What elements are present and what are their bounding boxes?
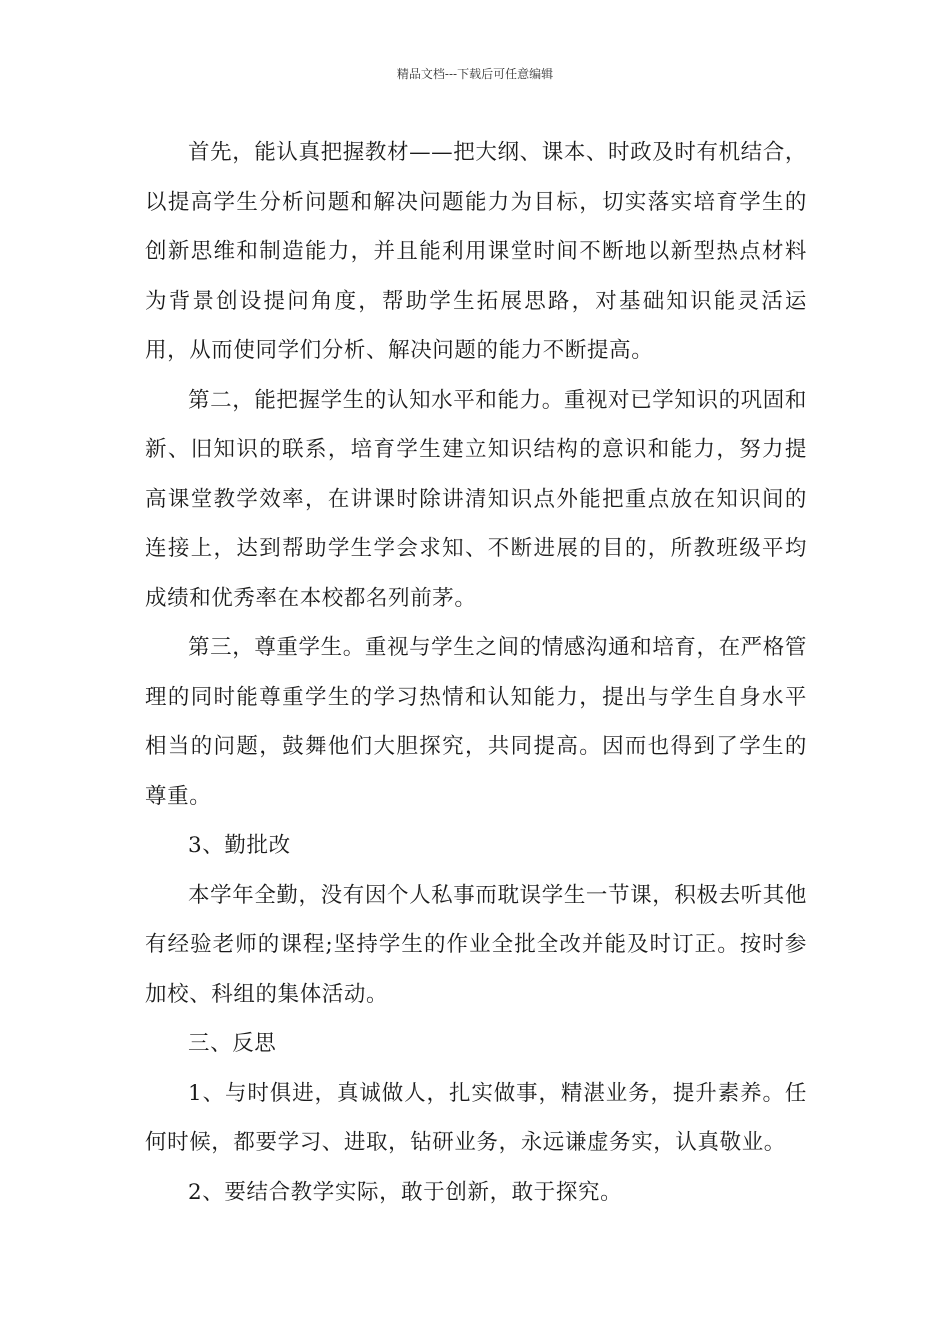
paragraph-reflection-1: 1、与时俱进，真诚做人，扎实做事，精湛业务，提升素养。任何时候，都要学习、进取，钻研业务，永远谦虚务实，认真敬业。 [145,1080,807,1155]
document-body [145,128,807,1217]
section-heading-reflection: 三、反思 [188,1031,277,1056]
page-header: 精品文档---下载后可任意编辑 [396,67,554,81]
paragraph-reflection-2: 2、要结合教学实际，敢于创新，敢于探究。 [188,1179,623,1205]
paragraph-third: 第三，尊重学生。重视与学生之间的情感沟通和培育，在严格管理的同时能尊重学生的学习热情和认知能力，提出与学生自身水平相当的问题，鼓舞他们大胆探究，共同提高。因而也得到了学生的尊重。 [145,635,807,809]
section-heading-diligent-grading: 3、勤批改 [188,833,291,858]
paragraph-second: 第二，能把握学生的认知水平和能力。重视对已学知识的巩固和新、旧知识的联系，培育学生建立知识结构的意识和能力，努力提高课堂教学效率，在讲课时除讲清知识点外能把重点放在知识间的连接上，达到帮助学生学会求知、不断进展的目的，所教班级平均成绩和优秀率在本校都名列前茅。 [145,387,807,611]
paragraph-first: 首先，能认真把握教材——把大纲、课本、时政及时有机结合，以提高学生分析问题和解决问题能力为目标，切实落实培育学生的创新思维和制造能力，并且能利用课堂时间不断地以新型热点材料为背景创设提问角度，帮助学生拓展思路，对基础知识能灵活运用，从而使同学们分析、解决问题的能力不断提高。 [145,140,807,363]
paragraph-attendance: 本学年全勤，没有因个人私事而耽误学生一节课，积极去听其他有经验老师的课程;坚持学生的作业全批全改并能及时订正。按时参加校、科组的集体活动。 [145,882,807,1007]
